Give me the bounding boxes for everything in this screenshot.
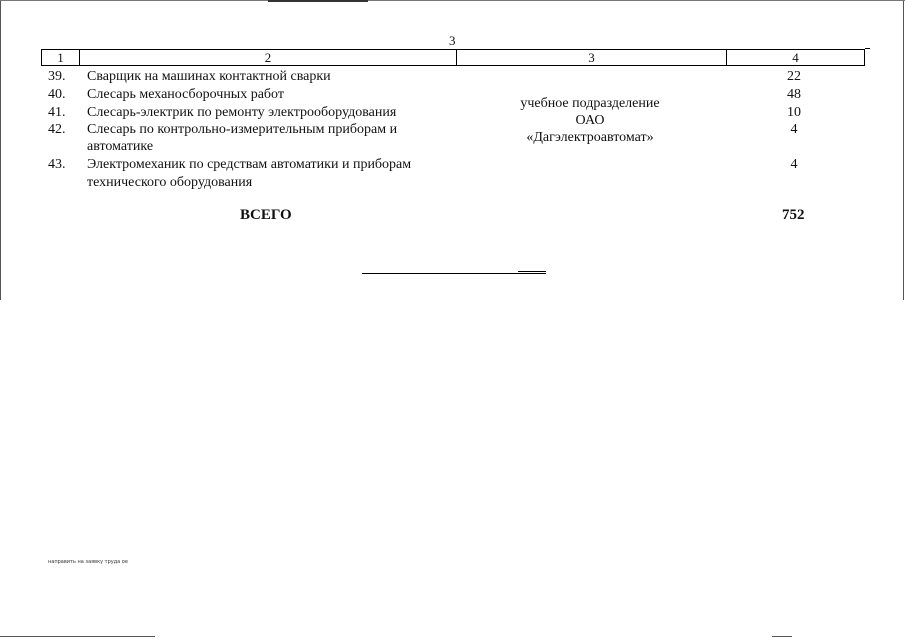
profession-name-line-1: Электромеханик по средствам автоматики и приборам — [87, 157, 412, 172]
header-rule-extension — [865, 48, 870, 49]
profession-name: Сварщик на машинах контактной сварки — [87, 69, 331, 84]
total-label: ВСЕГО — [240, 207, 292, 223]
profession-name-line-2: технического оборудования — [87, 175, 253, 190]
profession-name-line-2: автоматике — [87, 139, 154, 154]
bottom-edge-mark — [772, 636, 792, 637]
row-number: 42. — [48, 122, 66, 137]
page-number: 3 — [449, 33, 456, 48]
quantity: 10 — [787, 105, 801, 120]
department-line-3: «Дагэлектроавтомат» — [526, 130, 654, 145]
row-number: 40. — [48, 87, 66, 102]
page-top-edge — [0, 0, 905, 1]
profession-name: Слесарь механосборочных работ — [87, 87, 284, 102]
header-col-2: 2 — [79, 49, 457, 66]
row-number: 39. — [48, 69, 66, 84]
header-col-3: 3 — [456, 49, 727, 66]
header-col-1: 1 — [41, 49, 80, 66]
quantity: 22 — [787, 69, 801, 84]
footnote: направить на заявку труда ое — [48, 559, 128, 565]
profession-name-line-1: Слесарь по контрольно-измерительным приборам и — [87, 122, 398, 137]
quantity: 4 — [790, 122, 798, 137]
page-right-edge — [903, 0, 904, 300]
header-col-4: 4 — [726, 49, 865, 66]
row-number: 41. — [48, 105, 66, 120]
total-value: 752 — [782, 207, 805, 223]
row-number: 43. — [48, 157, 66, 172]
bottom-edge-mark — [0, 636, 155, 637]
page-left-edge — [0, 0, 1, 300]
profession-name: Слесарь-электрик по ремонту электрооборудования — [87, 105, 397, 120]
department-line-1: учебное подразделение — [520, 96, 660, 111]
quantity: 48 — [787, 87, 801, 102]
department-line-2: ОАО — [575, 113, 605, 128]
end-of-document-rule — [362, 273, 546, 274]
quantity: 4 — [790, 157, 798, 172]
top-edge-mark — [268, 0, 368, 2]
department-cell — [500, 95, 680, 146]
end-rule-mark — [518, 271, 546, 272]
